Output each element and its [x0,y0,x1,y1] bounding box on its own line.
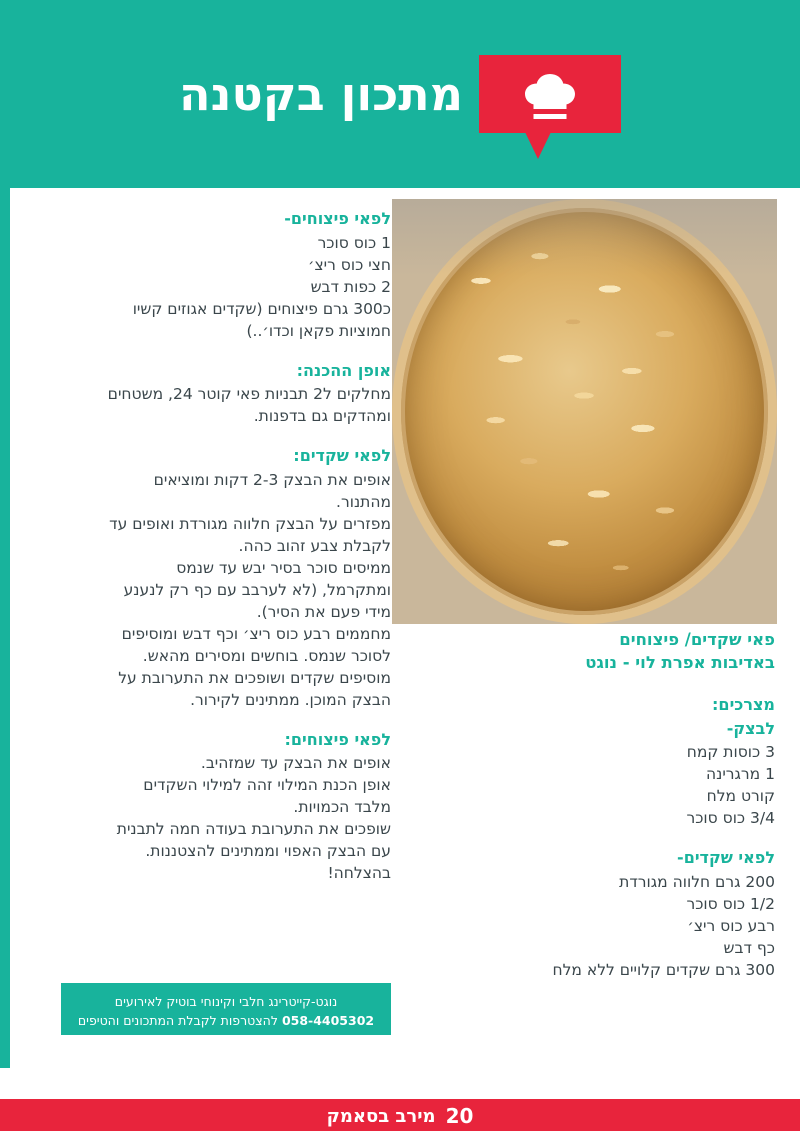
almond-pie-photo [392,199,777,624]
contact-box [61,983,391,1035]
heading-almond-pie-steps: לפאי שקדים: [293,446,391,466]
text-line: 2 כפות דבש [310,277,391,296]
block-preparation [61,360,391,428]
heading-dough: לבצק- [726,718,775,738]
text-line: 3 כוסות קמח [686,743,775,762]
page-header [0,0,800,188]
text-line: בהצלחה! [327,864,391,883]
text-line: אופים את הבצק עד שמזהיב. [200,754,391,773]
block-almond-pie-steps [61,445,391,711]
text-line: 1 כוס סוכר [317,233,391,252]
text-line: מפזרים על הבצק חלווה מגורדת ואופים עד [109,514,391,533]
text-line: 200 גרם חלווה מגורדת [619,872,775,891]
contact-phone[interactable]: 058-4405302 [281,1013,375,1029]
text-line: 300 גרם שקדים קלויים ללא מלח [552,960,775,979]
text-line: ומהדקים גם בדפנות. [253,407,391,426]
block-dough-ingredients [415,718,775,830]
text-line: ממיסים סוכר בסיר יבש עד שנמס [176,558,391,577]
chef-hat-icon [515,71,585,123]
text-line: 1/2 כוס סוכר [686,894,775,913]
text-line: אופן הכנת המילוי זהה למילוי השקדים [143,776,391,795]
page-footer [0,1087,800,1131]
text-line: חמוציות פקאן וכדו׳..) [246,321,391,340]
page-title: מתכון בקטנה [179,67,463,121]
brand-name: מירב בסאמק [326,1105,436,1127]
text-line: 3/4 כוס סוכר [686,809,775,828]
text-line: ומתקרמל, (לא לערבב עם כף רק לנענע [123,580,391,599]
header-inner [0,0,800,188]
heading-ingredients: מצרכים: [712,695,775,714]
caption-line-2: באדיבות אפרת לוי - נוגט [585,653,775,673]
page-number: 20 [445,1104,474,1128]
text-line: חצי כוס ריצ׳ [308,255,391,274]
pie-crust-ring [392,199,777,624]
text-line: מלבד הכמויות. [293,798,391,817]
contact-line-2-text: להצטרפות לקבלת המתכונים והטיפים [77,1013,278,1029]
text-line: קורט מלח [706,787,775,806]
text-line: לקבלת צבע זהוב כהה. [238,536,391,555]
text-line: אופים את הבצק 2-3 דקות ומוציאים [153,470,391,489]
text-line: 1 מרגרינה [705,765,775,784]
footer-brand [327,1104,474,1128]
text-line: שופכים את התערובת בעודה חמה לתבנית [116,820,391,839]
left-accent-strip [0,188,10,1068]
badge-tail [525,132,551,159]
text-line: מחממים רבע כוס ריצ׳ וכף דבש ומוסיפים [121,624,391,643]
text-line: כ300 גרם פיצוחים (שקדים אגוזים קשיו [132,299,391,318]
block-nuts-pie-steps [61,729,391,885]
text-line: מחלקים ל2 תבניות פאי קוטר 24, משטחים [107,385,391,404]
text-line: כף דבש [723,938,775,957]
heading-nuts-pie-steps: לפאי פיצוחים: [284,729,391,749]
text-line: מידי פעם את הסיר). [256,602,391,621]
contact-line-1: נוגט-קייטרינג חלבי וקינוחי בוטיק לאירועים [114,994,338,1009]
contact-line-2 [61,1011,391,1030]
chef-hat-logo-badge [479,55,621,133]
photo-caption [415,628,775,674]
text-line: מהתנור. [336,492,391,511]
caption-line-1: פאי שקדים/ פיצוחים [619,630,775,649]
heading-almond-ingredients: לפאי שקדים- [677,848,775,868]
text-line: מוסיפים שקדים ושופכים את התערובת על [118,668,391,687]
text-line: עם הבצק האפוי וממתינים להצטננות. [145,842,391,861]
heading-preparation: אופן ההכנה: [296,360,391,380]
text-line: רבע כוס ריצ׳ [687,916,775,935]
block-nuts-ingredients [61,208,391,342]
text-line: לסוכר שנמס. בוחשים ומסירים מהאש. [142,646,391,665]
instructions-column [61,208,391,902]
ingredients-column [415,694,775,999]
block-almond-ingredients [415,847,775,981]
heading-nuts-ingredients: לפאי פיצוחים- [284,209,391,228]
text-line: הבצק המוכן. ממתינים לקירור. [190,690,391,709]
block-ingredients-title [415,694,775,716]
